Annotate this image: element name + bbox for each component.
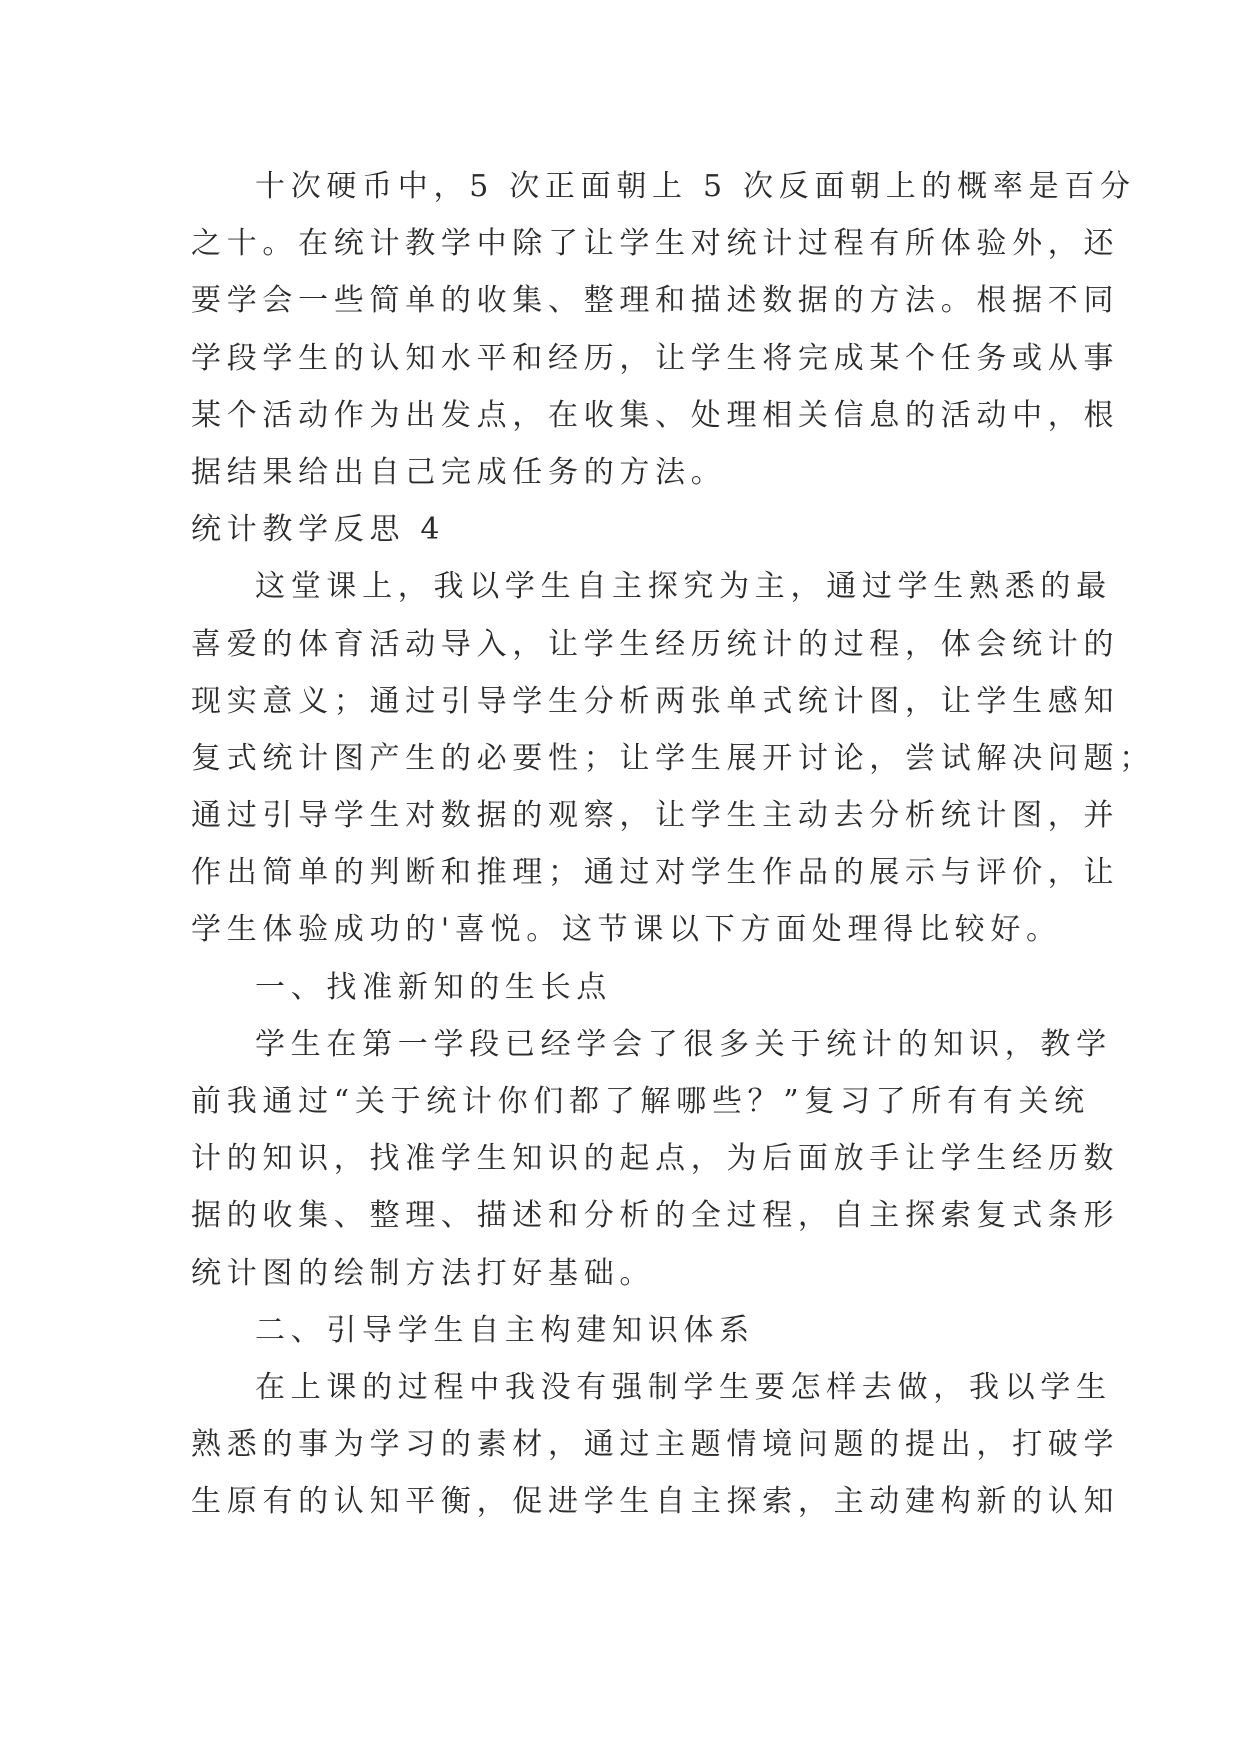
text-line: 学生在第一学段已经学会了很多关于统计的知识，教学 (255, 1026, 1112, 1062)
text-line: 据的收集、整理、描述和分析的全过程，自主探索复式条形 (191, 1198, 1120, 1234)
text-line: 学生体验成功的'喜悦。这节课以下方面处理得比较好。 (191, 912, 1062, 948)
subsection-heading: 一、找准新知的生长点 (255, 969, 612, 1005)
text-line: 生原有的认知平衡，促进学生自主探索，主动建构新的认知 (191, 1484, 1120, 1520)
text-line: 前我通过“关于统计你们都了解哪些？”复习了所有有关统 (191, 1084, 1090, 1119)
text-line: 之十。在统计教学中除了让学生对统计过程有所体验外，还 (191, 226, 1120, 262)
section-heading: 统计教学反思 4 (191, 512, 446, 548)
text-line: 十次硬币中，5 次正面朝上 5 次反面朝上的概率是百分 (255, 169, 1136, 204)
subsection-heading: 二、引导学生自主构建知识体系 (255, 1312, 755, 1348)
text-line: 这堂课上，我以学生自主探究为主，通过学生熟悉的最 (255, 569, 1112, 605)
text-line: 统计图的绘制方法打好基础。 (191, 1255, 656, 1291)
text-line: 计的知识，找准学生知识的起点，为后面放手让学生经历数 (191, 1141, 1120, 1177)
text-line: 据结果给出自己完成任务的方法。 (191, 454, 727, 490)
text-line: 现实意义；通过引导学生分析两张单式统计图，让学生感知 (191, 683, 1120, 719)
text-line: 熟悉的事为学习的素材，通过主题情境问题的提出，打破学 (191, 1427, 1120, 1463)
text-line: 某个活动作为出发点，在收集、处理相关信息的活动中，根 (191, 397, 1120, 433)
text-line: 复式统计图产生的必要性；让学生展开讨论，尝试解决问题； (191, 740, 1155, 776)
text-line: 通过引导学生对数据的观察，让学生主动去分析统计图，并 (191, 798, 1120, 834)
text-line: 作出简单的判断和推理；通过对学生作品的展示与评价，让 (191, 855, 1120, 891)
text-line: 在上课的过程中我没有强制学生要怎样去做，我以学生 (255, 1369, 1112, 1405)
text-line: 学段学生的认知水平和经历，让学生将完成某个任务或从事 (191, 340, 1120, 376)
text-line: 要学会一些简单的收集、整理和描述数据的方法。根据不同 (191, 283, 1120, 319)
document-body (191, 158, 1155, 1531)
text-line: 喜爱的体育活动导入，让学生经历统计的过程，体会统计的 (191, 626, 1120, 662)
